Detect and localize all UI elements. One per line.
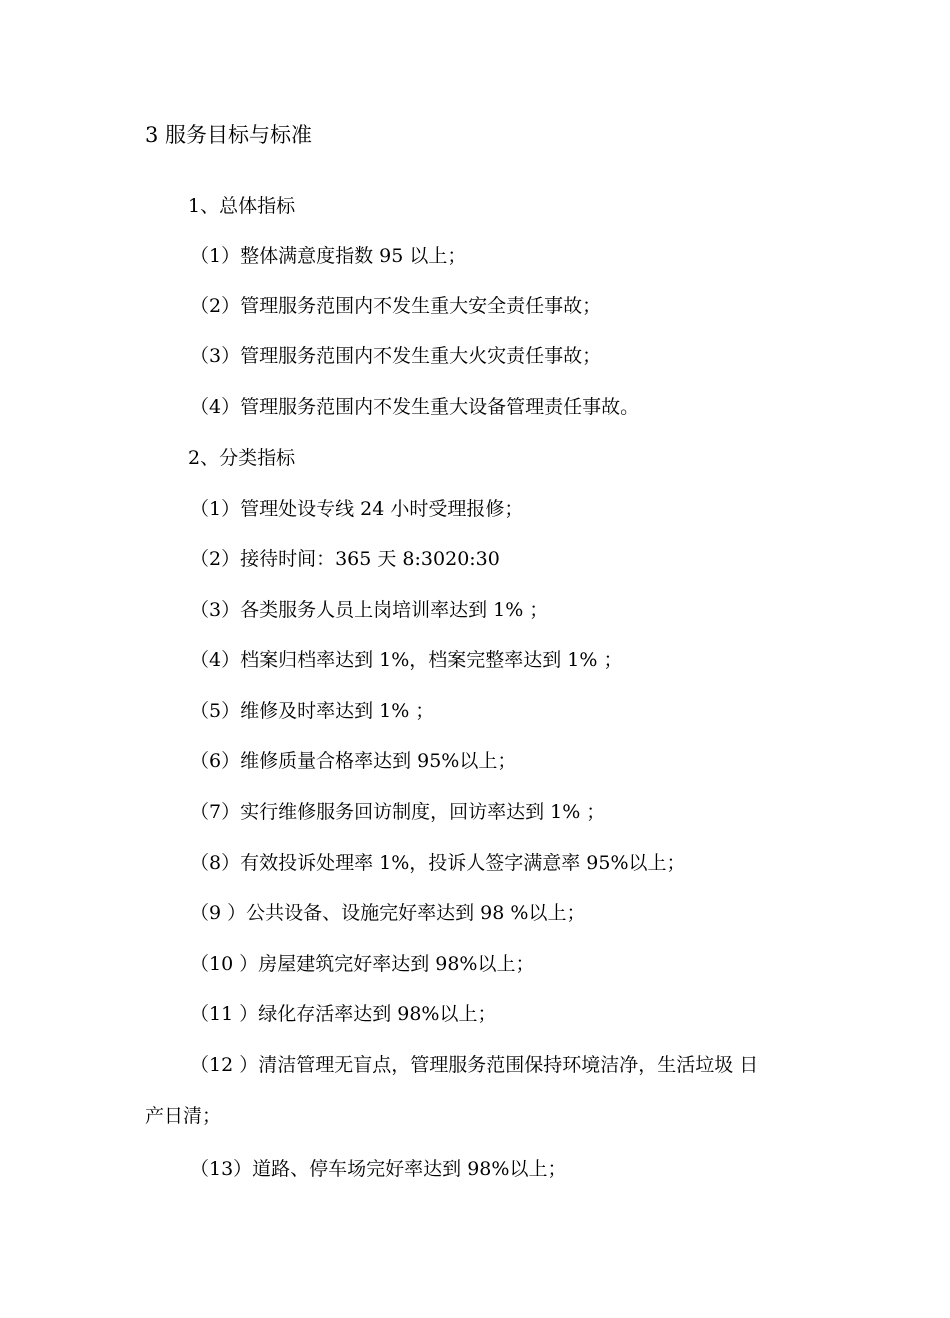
list-item: （10 ）房屋建筑完好率达到 98%以上； xyxy=(190,953,535,975)
list-item: （2）接待时间：365 天 8:3020:30 xyxy=(190,548,500,570)
page-title: 3 服务目标与标准 xyxy=(145,123,313,147)
list-item: （6）维修质量合格率达到 95%以上； xyxy=(190,750,517,772)
list-item: （11 ）绿化存活率达到 98%以上； xyxy=(190,1003,497,1025)
list-item: （3）管理服务范围内不发生重大火灾责任事故； xyxy=(190,345,602,367)
list-item-continuation: 产日清； xyxy=(145,1105,222,1127)
list-item: （12 ）清洁管理无盲点，管理服务范围保持环境洁净，生活垃圾 日 xyxy=(190,1054,759,1076)
list-item: （3）各类服务人员上岗培训率达到 1% ； xyxy=(190,599,549,621)
list-item: （8）有效投诉处理率 1%，投诉人签字满意率 95%以上； xyxy=(190,852,686,874)
list-item: （7）实行维修服务回访制度，回访率达到 1% ； xyxy=(190,801,606,823)
list-item: （1）整体满意度指数 95 以上； xyxy=(190,245,467,267)
list-item: （13）道路、停车场完好率达到 98%以上； xyxy=(190,1158,567,1180)
list-item: （4）档案归档率达到 1%，档案完整率达到 1% ； xyxy=(190,649,623,671)
list-item: （1）管理处设专线 24 小时受理报修； xyxy=(190,498,524,520)
list-item: （9 ）公共设备、设施完好率达到 98 %以上； xyxy=(190,902,586,924)
list-item: （2）管理服务范围内不发生重大安全责任事故； xyxy=(190,295,602,317)
list-item: （5）维修及时率达到 1% ； xyxy=(190,700,435,722)
section-heading-category: 2、分类指标 xyxy=(188,447,296,469)
section-heading-overall: 1、总体指标 xyxy=(188,195,296,217)
list-item: （4）管理服务范围内不发生重大设备管理责任事故。 xyxy=(190,396,640,418)
